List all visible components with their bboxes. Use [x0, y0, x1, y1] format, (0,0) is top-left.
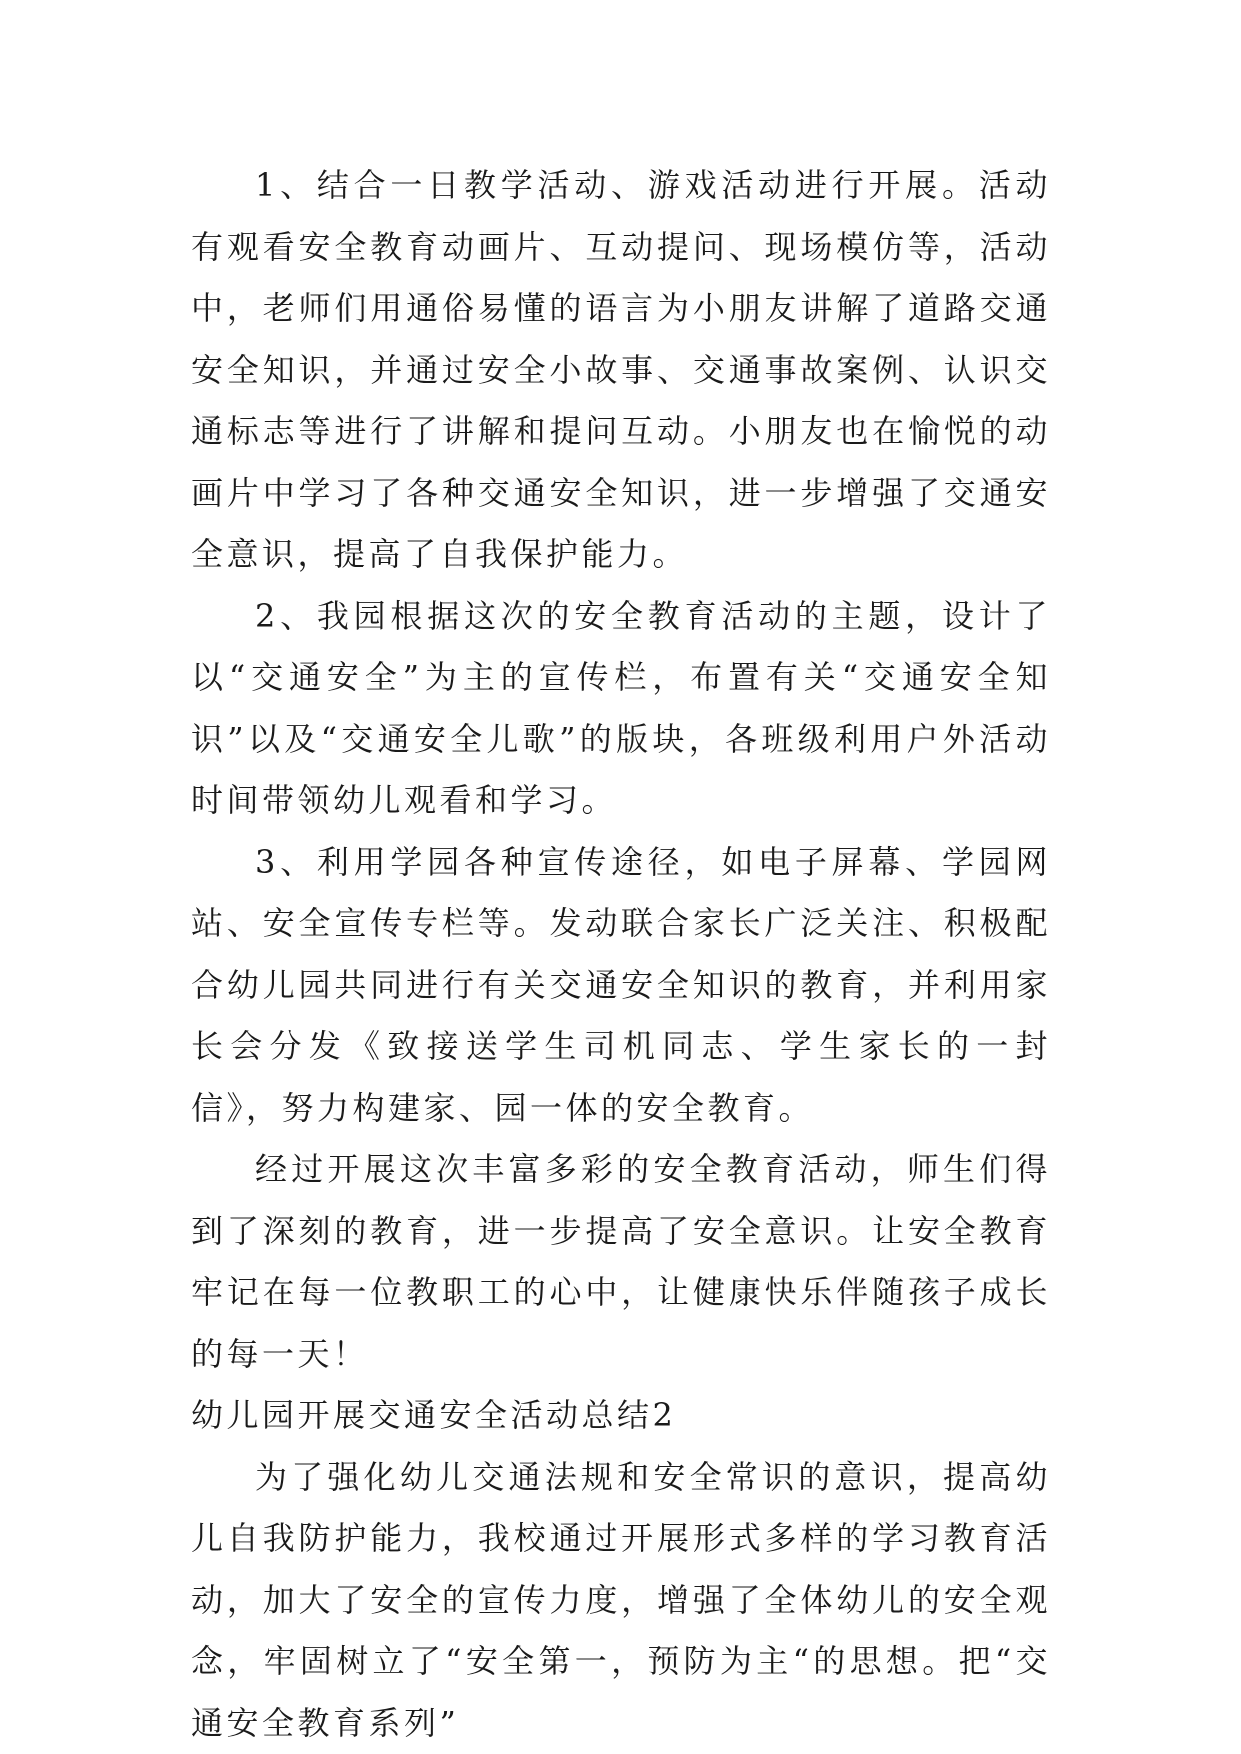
paragraph-activity-1: 1、结合一日教学活动、游戏活动进行开展。活动有观看安全教育动画片、互动提问、现场模仿等，活动中，老师们用通俗易懂的语言为小朋友讲解了道路交通安全知识，并通过安全小故事、交通事故案例、认识交通标志等进行了讲解和提问互动。小朋友也在愉悦的动画片中学习了各种交通安全知识，进一步增强了交通安全意识，提高了自我保护能力。	[191, 166, 1051, 573]
paragraph-activity-3: 3、利用学园各种宣传途径，如电子屏幕、学园网站、安全宣传专栏等。发动联合家长广泛关注、积极配合幼儿园共同进行有关交通安全知识的教育，并利用家长会分发《致接送学生司机同志、学生家长的一封信》，努力构建家、园一体的安全教育。	[191, 842, 1051, 1127]
paragraph-summary-2-intro: 为了强化幼儿交通法规和安全常识的意识，提高幼儿自我防护能力，我校通过开展形式多样的学习教育活动，加大了安全的宣传力度，增强了全体幼儿的安全观念，牢固树立了“安全第一，预防为主“的思想。把“交通安全教育系列”	[191, 1457, 1051, 1742]
document-body	[191, 155, 1051, 1754]
paragraph-conclusion: 经过开展这次丰富多彩的安全教育活动，师生们得到了深刻的教育，进一步提高了安全意识。让安全教育牢记在每一位教职工的心中，让健康快乐伴随孩子成长的每一天！	[191, 1150, 1051, 1373]
section-title: 幼儿园开展交通安全活动总结2	[191, 1396, 677, 1434]
paragraph-activity-2: 2、我园根据这次的安全教育活动的主题，设计了以“交通安全”为主的宣传栏，布置有关“交通安全知识”以及“交通安全儿歌”的版块，各班级利用户外活动时间带领幼儿观看和学习。	[191, 596, 1051, 819]
